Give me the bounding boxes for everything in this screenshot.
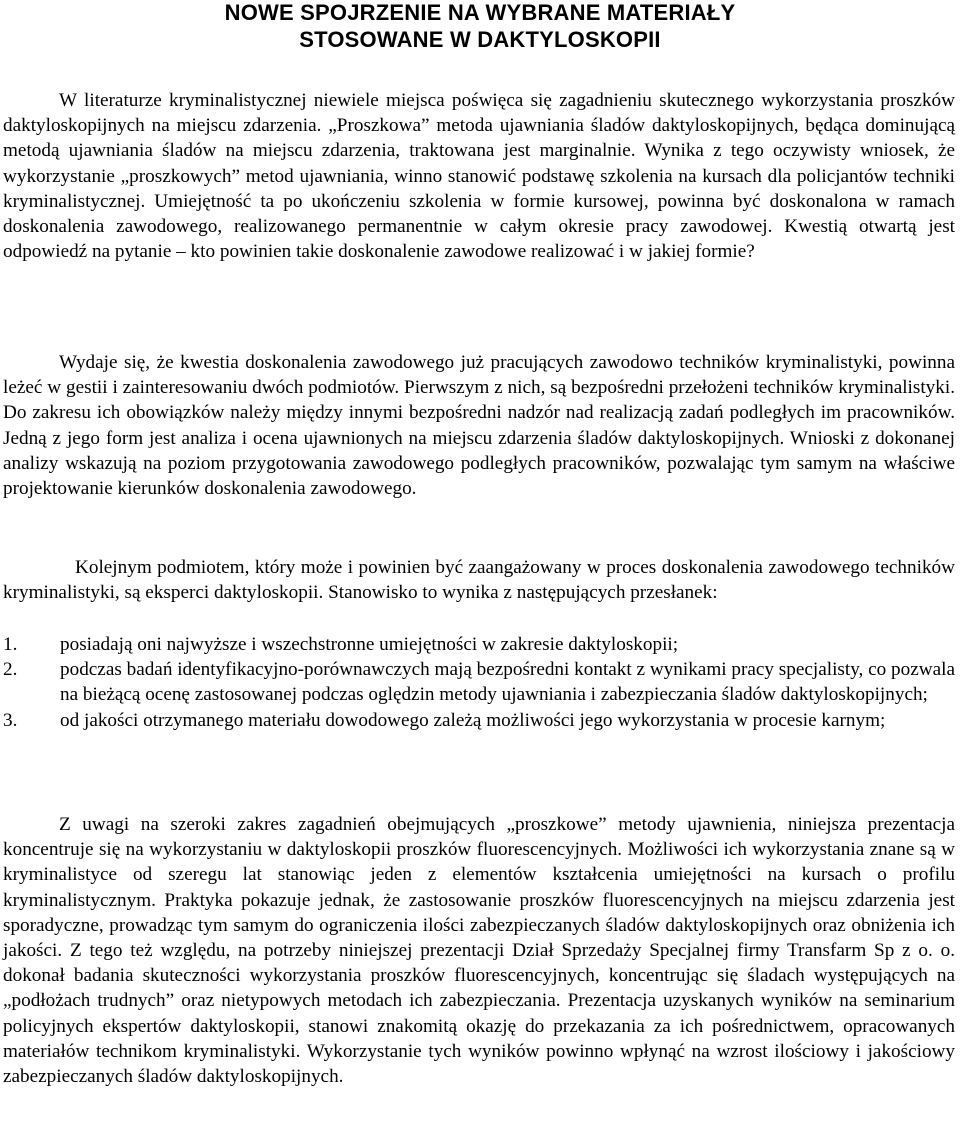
list-item-number: 2. [3, 659, 18, 681]
list-item [3, 657, 955, 707]
list-item-text: podczas badań identyfikacyjno-porównawczych mają bezpośredni kontakt z wynikami pracy specjalisty, co pozwala na bieżącą ocenę zastosowanej podczas oględzin metody ujawniania i zabezpieczania śladów daktyloskopijnych; [60, 659, 955, 706]
list-item-number: 3. [3, 709, 18, 731]
list-item-text: od jakości otrzymanego materiału dowodowego zależą możliwości jego wykorzystania w procesie karnym; [60, 709, 886, 731]
document-title-line-2: STOSOWANE W DAKTYLOSKOPII [299, 27, 661, 52]
list-item [3, 708, 955, 733]
paragraph-4: Z uwagi na szeroki zakres zagadnień obejmujących „proszkowe” metody ujawnienia, niniejsza prezentacja koncentruje się na wykorzystaniu w daktyloskopii proszków fluorescencyjnych. Możliwości ich wykorzystania znane są w kryminalistyce od szeregu lat stanowiąc jeden z elementów kształcenia umiejętności na kursach o profilu kryminalistycznym. Praktyka pokazuje jednak, że zastosowanie proszków fluorescencyjnych na miejscu zdarzenia jest sporadyczne, prowadząc tym samym do ograniczenia ilości zabezpieczanych śladów daktyloskopijnych oraz obniżenia ich jakości. Z tego też względu, na potrzeby niniejszej prezentacji Dział Sprzedaży Specjalnej firmy Transfarm Sp z o. o. dokonał badania skuteczności wykorzystania proszków fluorescencyjnych, koncentrując się śladach występujących na „podłożach trudnych” oraz nietypowych metodach ich zabezpieczania. Prezentacja uzyskanych wyników na seminarium policyjnych ekspertów daktyloskopii, stanowi znakomitą okazję do przekazania za ich pośrednictwem, opracowanych materiałów technikom kryminalistyki. Wykorzystanie tych wyników powinno wpłynąć na wzrost ilościowy i jakościowy zabezpieczanych śladów daktyloskopijnych. [3, 814, 955, 1088]
premises-list [3, 632, 955, 733]
paragraph-3: Kolejnym podmiotem, który może i powinien być zaangażowany w proces doskonalenia zawodowego techników kryminalistyki, są eksperci daktyloskopii. Stanowisko to wynika z następujących przesłanek: [3, 557, 955, 604]
list-item-text: posiadają oni najwyższe i wszechstronne umiejętności w zakresie daktyloskopii; [60, 634, 679, 655]
paragraph-1: W literaturze kryminalistycznej niewiele miejsca poświęca się zagadnieniu skutecznego wykorzystania proszków daktyloskopijnych na miejscu zdarzenia. „Proszkowa” metoda ujawniania śladów daktyloskopijnych, będąca dominującą metodą ujawniania śladów na miejscu zdarzenia, traktowana jest marginalnie. Wynika z tego oczywisty wniosek, że wykorzystanie „proszkowych” metod ujawniania, winno stanowić podstawę szkolenia na kursach dla policjantów techniki kryminalistycznej. Umiejętność ta po ukończeniu szkolenia w formie kursowej, powinna być doskonalona w ramach doskonalenia zawodowego, realizowanego permanentnie w całym okresie pracy zawodowej. Kwestią otwartą jest odpowiedź na pytanie – kto powinien takie doskonalenie zawodowe realizować i w jakiej formie? [3, 90, 955, 263]
list-item [3, 632, 955, 657]
list-item-number: 1. [3, 634, 18, 655]
paragraph-2: Wydaje się, że kwestia doskonalenia zawodowego już pracujących zawodowo techników kryminalistyki, powinna leżeć w gestii i zainteresowaniu dwóch podmiotów. Pierwszym z nich, są bezpośredni przełożeni techników kryminalistyki. Do zakresu ich obowiązków należy między innymi bezpośredni nadzór nad realizacją zadań podległych im pracowników. Jedną z jego form jest analiza i ocena ujawnionych na miejscu zdarzenia śladów daktyloskopijnych. Wnioski z dokonanej analizy wskazują na poziom przygotowania zawodowego podległych pracowników, pozwalając tym samym na właściwe projektowanie kierunków doskonalenia zawodowego. [3, 352, 955, 500]
document-title-line-1: NOWE SPOJRZENIE NA WYBRANE MATERIAŁY [224, 0, 736, 25]
